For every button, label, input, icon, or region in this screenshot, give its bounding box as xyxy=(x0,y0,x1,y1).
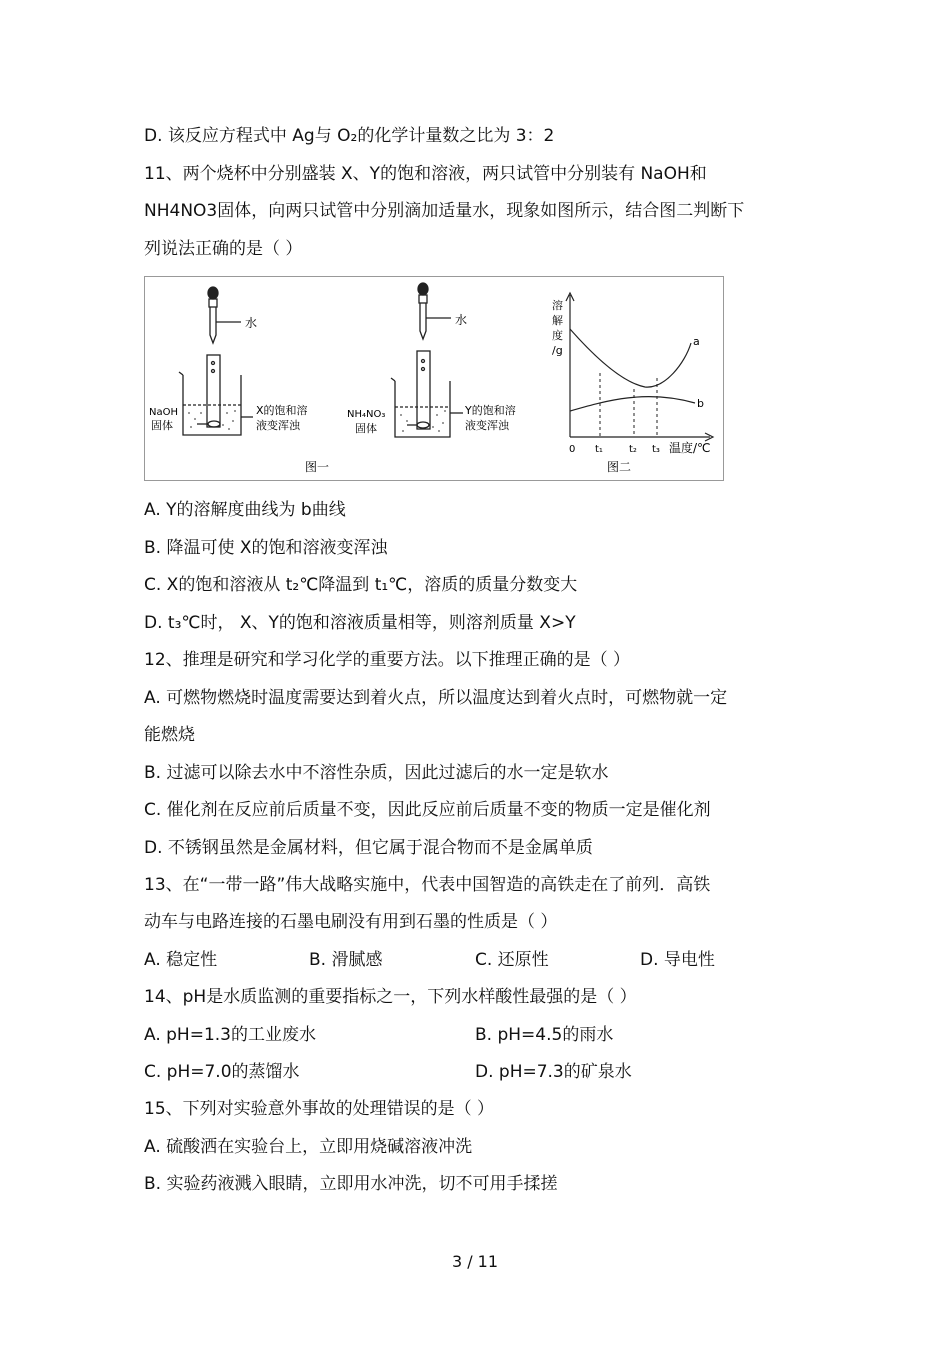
right-solution-label-2: 液变浑浊 xyxy=(465,419,509,432)
tick-t1: t₁ xyxy=(595,444,603,455)
figure2-caption: 图二 xyxy=(607,460,632,474)
q13-option-c: C. 还原性 xyxy=(475,950,549,970)
q10-option-d: D. 该反应方程式中 Ag与 O₂的化学计量数之比为 3：2 xyxy=(144,126,555,146)
figure1-caption: 图一 xyxy=(305,460,330,474)
page-number: 3 / 11 xyxy=(451,1252,499,1271)
ylabel-3: 度 xyxy=(552,329,563,342)
q12-option-b: B. 过滤可以除去水中不溶性杂质，因此过滤后的水一定是软水 xyxy=(144,763,609,783)
q11-figure xyxy=(144,276,724,481)
q13-option-b: B. 滑腻感 xyxy=(309,950,383,970)
q11-option-c: C. X的饱和溶液从 t₂℃降温到 t₁℃，溶质的质量分数变大 xyxy=(144,575,578,595)
ylabel-2: 解 xyxy=(552,314,563,327)
curve-b xyxy=(570,397,695,411)
left-beaker xyxy=(179,355,253,435)
curve-b-label: b xyxy=(697,397,704,410)
left-solution-label-1: X的饱和溶 xyxy=(256,404,308,417)
q15-option-a: A. 硫酸洒在实验台上，立即用烧碱溶液冲洗 xyxy=(144,1137,473,1157)
ylabel-1: 溶 xyxy=(552,299,563,312)
q15-stem: 15、下列对实验意外事故的处理错误的是（ ） xyxy=(144,1099,495,1119)
q13-option-a: A. 稳定性 xyxy=(144,950,218,970)
left-solution-label-2: 液变浑浊 xyxy=(256,419,300,432)
xlabel: 温度/℃ xyxy=(669,441,711,455)
q11-stem-line1: 11、两个烧杯中分别盛装 X、Y的饱和溶液，两只试管中分别装有 NaOH和 xyxy=(144,164,707,184)
right-solid-label-1: NH₄NO₃ xyxy=(347,409,386,420)
tick-t2: t₂ xyxy=(629,444,637,455)
q14-option-c: C. pH=7.0的蒸馏水 xyxy=(144,1062,300,1082)
q14-option-d: D. pH=7.3的矿泉水 xyxy=(475,1062,632,1082)
q14-option-a: A. pH=1.3的工业废水 xyxy=(144,1025,316,1045)
q15-option-b: B. 实验药液溅入眼睛，立即用水冲洗，切不可用手揉搓 xyxy=(144,1174,558,1194)
q11-option-b: B. 降温可使 X的饱和溶液变浑浊 xyxy=(144,538,388,558)
origin-label: 0 xyxy=(569,444,576,455)
left-solid-label-1: NaOH xyxy=(149,407,178,418)
right-solid-label-2: 固体 xyxy=(355,422,377,435)
curve-a-label: a xyxy=(693,335,700,348)
q12-option-c: C. 催化剂在反应前后质量不变，因此反应前后质量不变的物质一定是催化剂 xyxy=(144,800,711,820)
right-water-label: 水 xyxy=(455,313,468,327)
tick-t3: t₃ xyxy=(652,444,660,455)
q14-stem: 14、pH是水质监测的重要指标之一，下列水样酸性最强的是（ ） xyxy=(144,987,637,1007)
figure-drawing xyxy=(145,277,723,480)
q11-stem-line2: NH4NO3固体，向两只试管中分别滴加适量水，现象如图所示，结合图二判断下 xyxy=(144,201,745,221)
q12-option-d: D. 不锈钢虽然是金属材料，但它属于混合物而不是金属单质 xyxy=(144,838,593,858)
q13-option-d: D. 导电性 xyxy=(640,950,715,970)
q11-option-a: A. Y的溶解度曲线为 b曲线 xyxy=(144,500,346,520)
left-water-label: 水 xyxy=(245,316,258,330)
q13-stem-line2: 动车与电路连接的石墨电刷没有用到石墨的性质是（ ） xyxy=(144,912,558,932)
q12-option-a-line1: A. 可燃物燃烧时温度需要达到着火点，所以温度达到着火点时，可燃物就一定 xyxy=(144,688,728,708)
curve-a xyxy=(570,329,691,387)
q12-option-a-line2: 能燃烧 xyxy=(144,725,195,745)
q11-option-d: D. t₃℃时， X、Y的饱和溶液质量相等，则溶剂质量 X>Y xyxy=(144,613,576,633)
right-solution-label-1: Y的饱和溶 xyxy=(465,404,516,417)
right-dropper xyxy=(418,283,451,339)
q11-stem-line3: 列说法正确的是（ ） xyxy=(144,239,303,259)
left-dropper xyxy=(208,287,241,343)
right-beaker xyxy=(391,351,463,437)
q14-option-b: B. pH=4.5的雨水 xyxy=(475,1025,614,1045)
solubility-graph xyxy=(552,293,713,474)
ylabel-4: /g xyxy=(552,344,563,357)
left-solid-label-2: 固体 xyxy=(151,419,173,432)
q13-stem-line1: 13、在“一带一路”伟大战略实施中，代表中国智造的高铁走在了前列．高铁 xyxy=(144,875,711,895)
q12-stem: 12、推理是研究和学习化学的重要方法。以下推理正确的是（ ） xyxy=(144,650,631,670)
